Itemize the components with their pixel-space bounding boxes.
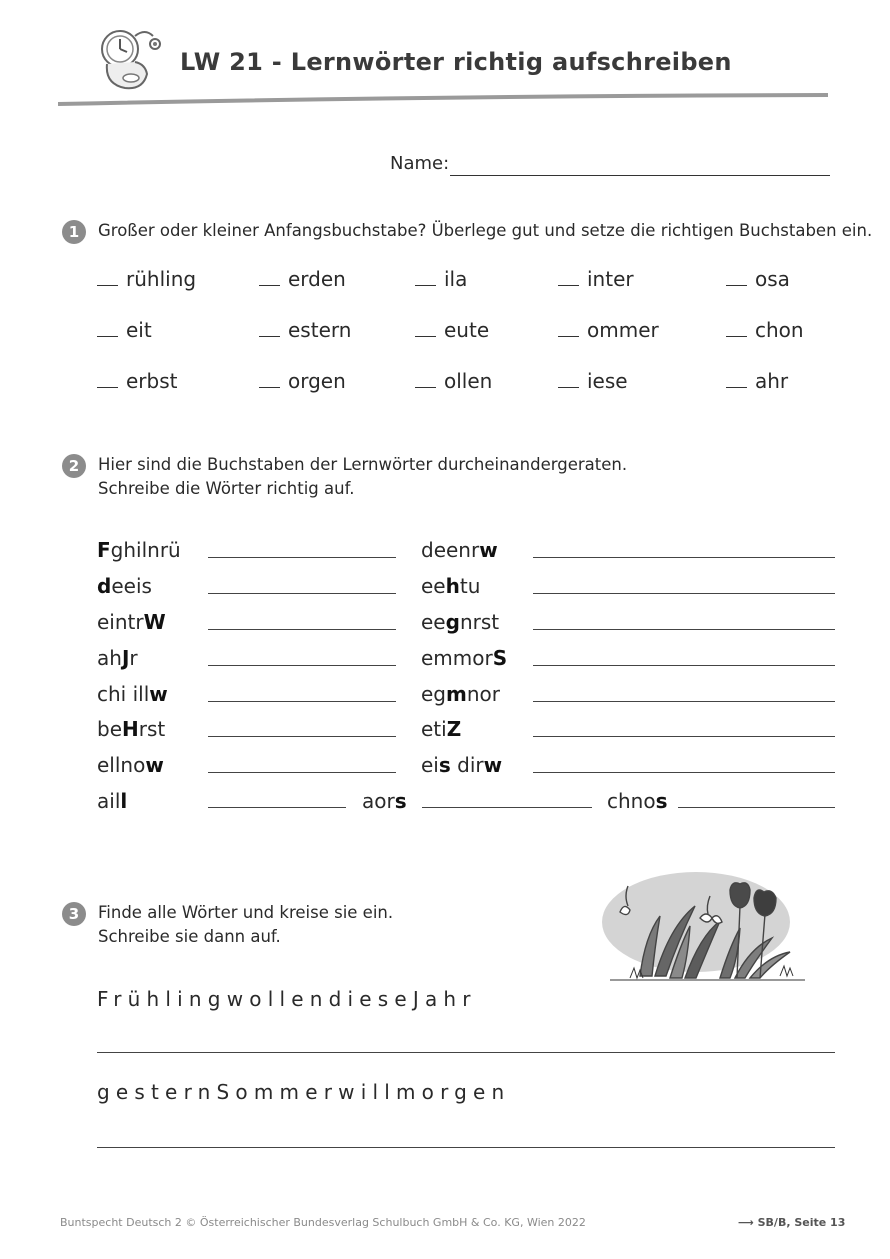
letter-blank[interactable]: [97, 386, 118, 388]
letter-blank[interactable]: [415, 284, 436, 286]
fill-in-word[interactable]: rühling: [97, 267, 196, 291]
letter-blank[interactable]: [259, 386, 280, 388]
scrambled-word: etiZ: [421, 717, 462, 741]
fill-in-word[interactable]: estern: [259, 318, 351, 342]
letter-blank[interactable]: [558, 386, 579, 388]
task-number-badge: 1: [62, 220, 86, 244]
scrambled-word: aill: [97, 789, 128, 813]
answer-line[interactable]: [97, 1052, 835, 1053]
letter-blank[interactable]: [259, 284, 280, 286]
answer-line[interactable]: [208, 557, 396, 558]
letter-blank[interactable]: [558, 335, 579, 337]
answer-line[interactable]: [208, 629, 396, 630]
answer-line[interactable]: [533, 629, 835, 630]
answer-line[interactable]: [422, 807, 592, 808]
task-number-badge: 3: [62, 902, 86, 926]
letter-blank[interactable]: [259, 335, 280, 337]
answer-line[interactable]: [533, 557, 835, 558]
letter-blank[interactable]: [726, 284, 747, 286]
letter-blank[interactable]: [415, 386, 436, 388]
answer-line[interactable]: [533, 736, 835, 737]
footer-copyright: Buntspecht Deutsch 2 © Österreichischer Bundesverlag Schulbuch GmbH & Co. KG, Wien 2022: [60, 1216, 586, 1229]
letter-blank[interactable]: [726, 386, 747, 388]
answer-line[interactable]: [208, 701, 396, 702]
scrambled-word: Fghilnrü: [97, 538, 181, 562]
fill-in-word[interactable]: eute: [415, 318, 489, 342]
fill-in-word[interactable]: inter: [558, 267, 634, 291]
task2-instruction-line1: Hier sind die Buchstaben der Lernwörter durcheinandergeraten.: [98, 455, 628, 474]
answer-line[interactable]: [533, 593, 835, 594]
scrambled-word: emmorS: [421, 646, 508, 670]
answer-line[interactable]: [208, 593, 396, 594]
letter-blank[interactable]: [558, 284, 579, 286]
task2-instruction-line2: Schreibe die Wörter richtig auf.: [98, 479, 355, 498]
answer-line[interactable]: [97, 1147, 835, 1148]
task3-instruction-line2: Schreibe sie dann auf.: [98, 927, 281, 946]
spring-flowers-illustration: [600, 866, 812, 994]
scrambled-word: ahJr: [97, 646, 138, 670]
scrambled-word: eis dirw: [421, 753, 503, 777]
scrambled-word: chi illw: [97, 682, 168, 706]
alarm-clock-logo: [95, 24, 170, 98]
scrambled-word: eegnrst: [421, 610, 500, 634]
scrambled-word: chnos: [607, 789, 668, 813]
arrow-right-icon: ⟶: [738, 1216, 754, 1229]
name-input-line[interactable]: [450, 175, 830, 176]
letter-chain-1: FrühlingwollendieseJahr: [97, 987, 477, 1011]
task-number-badge: 2: [62, 454, 86, 478]
fill-in-word[interactable]: eit: [97, 318, 152, 342]
fill-in-word[interactable]: erbst: [97, 369, 177, 393]
answer-line[interactable]: [208, 665, 396, 666]
page-title: LW 21 - Lernwörter richtig aufschreiben: [180, 48, 732, 76]
fill-in-word[interactable]: ommer: [558, 318, 659, 342]
letter-blank[interactable]: [726, 335, 747, 337]
fill-in-word[interactable]: iese: [558, 369, 628, 393]
fill-in-word[interactable]: erden: [259, 267, 346, 291]
answer-line[interactable]: [533, 665, 835, 666]
fill-in-word[interactable]: ahr: [726, 369, 788, 393]
fill-in-word[interactable]: ila: [415, 267, 467, 291]
letter-blank[interactable]: [97, 284, 118, 286]
answer-line[interactable]: [678, 807, 835, 808]
answer-line[interactable]: [208, 736, 396, 737]
scrambled-word: eehtu: [421, 574, 481, 598]
answer-line[interactable]: [208, 772, 396, 773]
scrambled-word: aors: [362, 789, 407, 813]
task3-instruction-line1: Finde alle Wörter und kreise sie ein.: [98, 903, 394, 922]
task1-instruction: Großer oder kleiner Anfangsbuchstabe? Überlege gut und setze die richtigen Buchstaben ein.: [98, 221, 873, 240]
fill-in-word[interactable]: osa: [726, 267, 790, 291]
letter-blank[interactable]: [415, 335, 436, 337]
name-label: Name:: [390, 153, 450, 174]
fill-in-word[interactable]: chon: [726, 318, 804, 342]
fill-in-word[interactable]: orgen: [259, 369, 346, 393]
scrambled-word: ellnow: [97, 753, 164, 777]
scrambled-word: egmnor: [421, 682, 500, 706]
answer-line[interactable]: [208, 807, 346, 808]
answer-line[interactable]: [533, 701, 835, 702]
letter-blank[interactable]: [97, 335, 118, 337]
answer-line[interactable]: [533, 772, 835, 773]
scrambled-word: deeis: [97, 574, 152, 598]
footer-page-ref: ⟶ SB/B, Seite 13: [738, 1216, 846, 1229]
scrambled-word: eintrW: [97, 610, 166, 634]
scrambled-word: deenrw: [421, 538, 498, 562]
fill-in-word[interactable]: ollen: [415, 369, 492, 393]
scrambled-word: beHrst: [97, 717, 166, 741]
header-divider: [58, 90, 833, 108]
letter-chain-2: gesternSommerwillmorgen: [97, 1080, 511, 1104]
